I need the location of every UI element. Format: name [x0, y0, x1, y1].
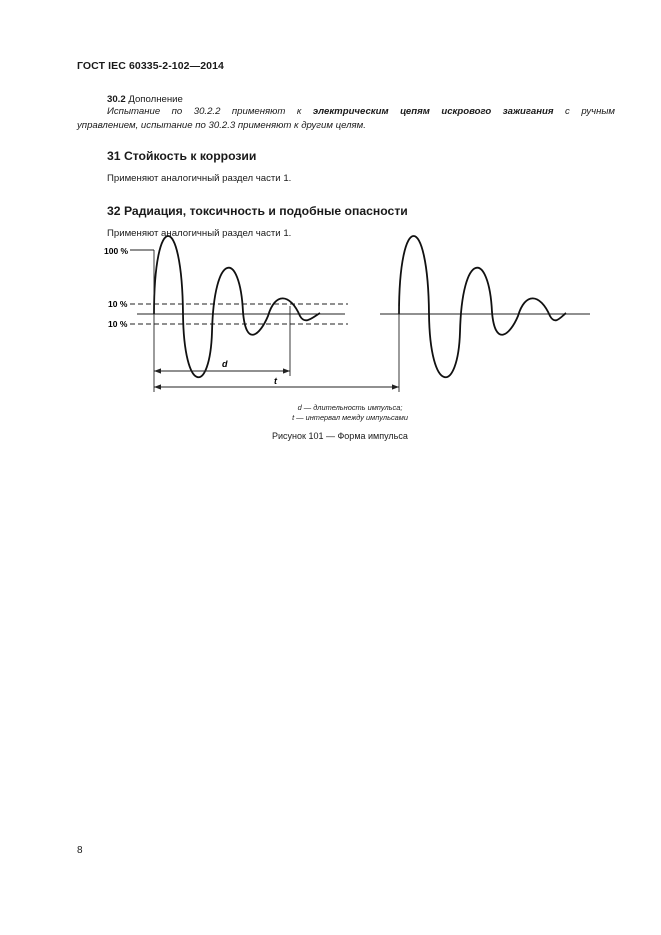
section-30-2-line2: управлением, испытание по 30.2.3 применяют к другим целям.	[77, 120, 366, 131]
arrowhead-icon	[154, 384, 161, 389]
page-header: ГОСТ IEC 60335-2-102—2014	[77, 60, 224, 72]
arrowhead-icon	[392, 384, 399, 389]
label-t: t	[274, 376, 277, 386]
section-31-text: Применяют аналогичный раздел части 1.	[107, 173, 292, 184]
section-32-text: Применяют аналогичный раздел части 1.	[107, 228, 292, 239]
label-upper-10-percent: 10 %	[108, 299, 128, 309]
section-31-heading: 31 Стойкость к коррозии	[107, 149, 257, 163]
label-d: d	[222, 359, 228, 369]
text-fragment: с ручным	[565, 106, 616, 117]
emphasis-text: электрическим цепям искрового зажигания	[312, 106, 554, 117]
arrowhead-icon	[283, 368, 290, 373]
figure-caption: Рисунок 101 — Форма импульса	[272, 431, 408, 441]
label-lower-10-percent: 10 %	[108, 319, 128, 329]
pulse-waveform-2	[399, 236, 566, 377]
pulse-waveform-1	[154, 236, 320, 377]
section-number: 30.2	[107, 94, 126, 105]
label-100-percent: 100 %	[104, 246, 129, 256]
section-title: Дополнение	[128, 94, 183, 105]
page-number: 8	[77, 845, 83, 856]
section-32-heading: 32 Радиация, токсичность и подобные опасности	[107, 204, 408, 218]
text-fragment: Испытание по 30.2.2 применяют к	[107, 106, 302, 117]
arrowhead-icon	[154, 368, 161, 373]
legend-d: d — длительность импульса;	[297, 403, 403, 412]
figure-legend	[250, 403, 450, 423]
legend-t: t — интервал между импульсами	[292, 413, 408, 422]
